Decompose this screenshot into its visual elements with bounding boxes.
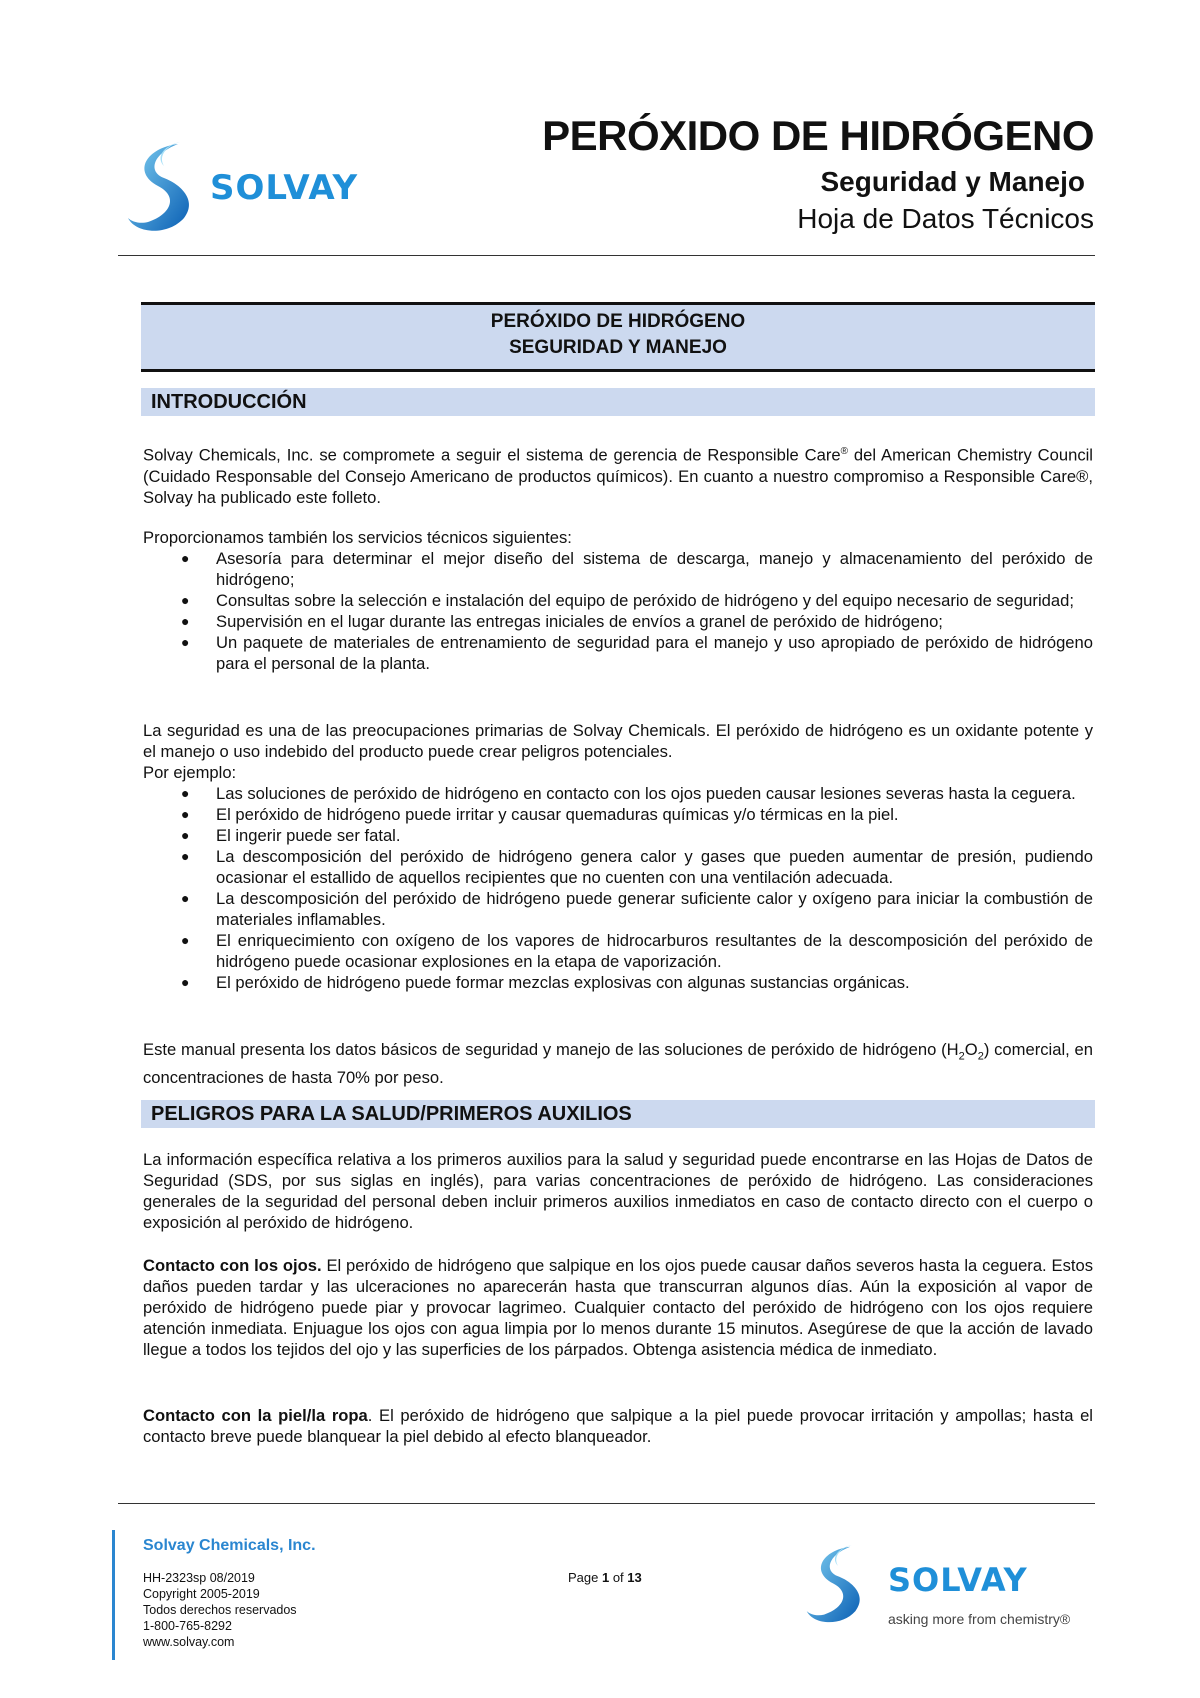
list-item: ● El peróxido de hidrógeno puede formar mezclas explosivas con algunas sustancias orgánicas. [181,973,910,992]
website-link[interactable]: www.solvay.com [143,1635,235,1649]
page-indicator: Page 1 of 13 [568,1570,642,1585]
title-box [141,302,1095,372]
registered-mark: ® [840,446,848,457]
footer-accent-bar [112,1530,115,1660]
footer-divider [118,1503,1095,1504]
document-subtitle: Seguridad y Manejo [820,166,1085,197]
skin-text: . El peróxido de hidrógeno que salpique a la piel puede provocar irritación y ampollas; hasta el contacto breve puede blanquear la piel debido al efecto blanqueador. [143,1406,1093,1446]
footer-logo-wordmark: SOLVAY [888,1561,1028,1599]
list-item: ● El ingerir puede ser fatal. [181,826,401,845]
safety-block [143,720,1093,993]
footer-company: Solvay Chemicals, Inc. [143,1537,316,1554]
services-lead: Proporcionamos también los servicios técnicos siguientes: [143,528,572,547]
title-box-line1: PERÓXIDO DE HIDRÓGENO [490,311,746,332]
solvay-logo-footer [798,1535,1088,1645]
services-block [143,527,1093,674]
intro-text-a: Solvay Chemicals, Inc. se compromete a seguir el sistema de gerencia de Responsible Care [143,445,841,465]
doc-code: HH-2323sp 08/2019 [143,1571,255,1585]
intro-text-b: del American Chemistry Council (Cuidado Responsable del Consejo Americano de productos químicos). En cuanto a nuestro compromiso a Responsible Care®, Solvay ha publicado este folleto. [143,445,1093,507]
skin-lead: Contacto con la piel/la ropa [143,1406,368,1425]
footer-tagline: asking more from chemistry® [888,1611,1071,1627]
list-item: ● El peróxido de hidrógeno puede irritar y causar quemaduras químicas y/o térmicas en la piel. [181,805,899,824]
logo-wordmark: SOLVAY [210,168,359,208]
eyes-text: El peróxido de hidrógeno que salpique en los ojos puede causar daños severos hasta la ceguera. Estos daños pueden tardar y las ulceraciones no aparecerán hasta que transcurran algunos días. Aún la exposición al vapor de peróxido de hidrógeno puede piar y provocar lagrimeo. Cualquier contacto del peróxido de hidrógeno con los ojos requiere atención inmediata. Enjuague los ojos con agua limpia por lo menos durante 15 minutos. Asegúrese de que la acción de lavado llegue a todos los tejidos del ojo y las superficies de los párpados. Obtenga asistencia médica de inmediato. [143,1256,1093,1359]
header-divider [118,255,1095,256]
list-item: ● Las soluciones de peróxido de hidrógeno en contacto con los ojos pueden causar lesiones severas hasta la ceguera. [181,784,1076,803]
list-item: ● Supervisión en el lugar durante las entregas iniciales de envíos a granel de peróxido de hidrógeno; [181,612,943,631]
document-title: PERÓXIDO DE HIDRÓGENO [542,112,1094,159]
footer-details [143,1570,297,1650]
eyes-lead: Contacto con los ojos. [143,1256,322,1275]
list-item: ● Consultas sobre la selección e instalación del equipo de peróxido de hidrógeno y del equipo necesario de seguridad; [181,591,1074,610]
title-box-line2: SEGURIDAD Y MANEJO [509,337,727,358]
rights: Todos derechos reservados [143,1603,297,1617]
health-paragraph: La información específica relativa a los primeros auxilios para la salud y seguridad puede encontrarse en las Hojas de Datos de Seguridad (SDS, por sus siglas en inglés), para varias concentraciones de peróxido de hidrógeno. Las consideraciones generales de la seguridad del personal deben incluir primeros auxilios inmediatos en caso de contacto directo con el cuerpo o exposición al peróxido de hidrógeno. [143,1150,1093,1232]
eyes-paragraph [143,1255,1093,1360]
services-list [143,548,1093,674]
list-item: ● El enriquecimiento con oxígeno de los vapores de hidrocarburos resultantes de la descomposición del peróxido de hidrógeno puede ocasionar explosiones en la etapa de vaporización. [181,931,1093,971]
manual-paragraph: Este manual presenta los datos básicos de seguridad y manejo de las soluciones de peróxido de hidrógeno $(H_2O_2)$ comercial, en concentraciones de hasta 70% por peso. [143,1040,1093,1088]
solvay-logo-icon [798,1535,878,1635]
examples-list [143,783,1093,993]
list-item: ● Un paquete de materiales de entrenamiento de seguridad para el manejo y uso apropiado de peróxido de hidrógeno para el personal de la planta. [181,633,1093,673]
solvay-logo [118,138,378,238]
example-lead: Por ejemplo: [143,763,237,782]
intro-paragraph [143,441,1093,508]
skin-paragraph [143,1405,1093,1447]
section-heading-intro: INTRODUCCIÓN [141,388,1095,416]
list-item: ● La descomposición del peróxido de hidrógeno puede generar suficiente calor y oxígeno para iniciar la combustión de materiales inflamables. [181,889,1093,929]
safety-paragraph: La seguridad es una de las preocupaciones primarias de Solvay Chemicals. El peróxido de hidrógeno es un oxidante potente y el manejo o uso indebido del producto puede crear peligros potenciales. [143,721,1093,761]
section-heading-health: PELIGROS PARA LA SALUD/PRIMEROS AUXILIOS [141,1100,1095,1128]
solvay-s-icon [118,138,210,238]
list-item: ● La descomposición del peróxido de hidrógeno genera calor y gases que pueden aumentar de presión, pudiendo ocasionar el estallido de aquellos recipientes que no cuenten con una ventilación adecuada. [181,847,1093,887]
list-item: ● Asesoría para determinar el mejor diseño del sistema de descarga, manejo y almacenamiento del peróxido de hidrógeno; [181,549,1093,589]
phone: 1-800-765-8292 [143,1619,232,1633]
document-type: Hoja de Datos Técnicos [797,203,1094,234]
copyright: Copyright 2005-2019 [143,1587,260,1601]
